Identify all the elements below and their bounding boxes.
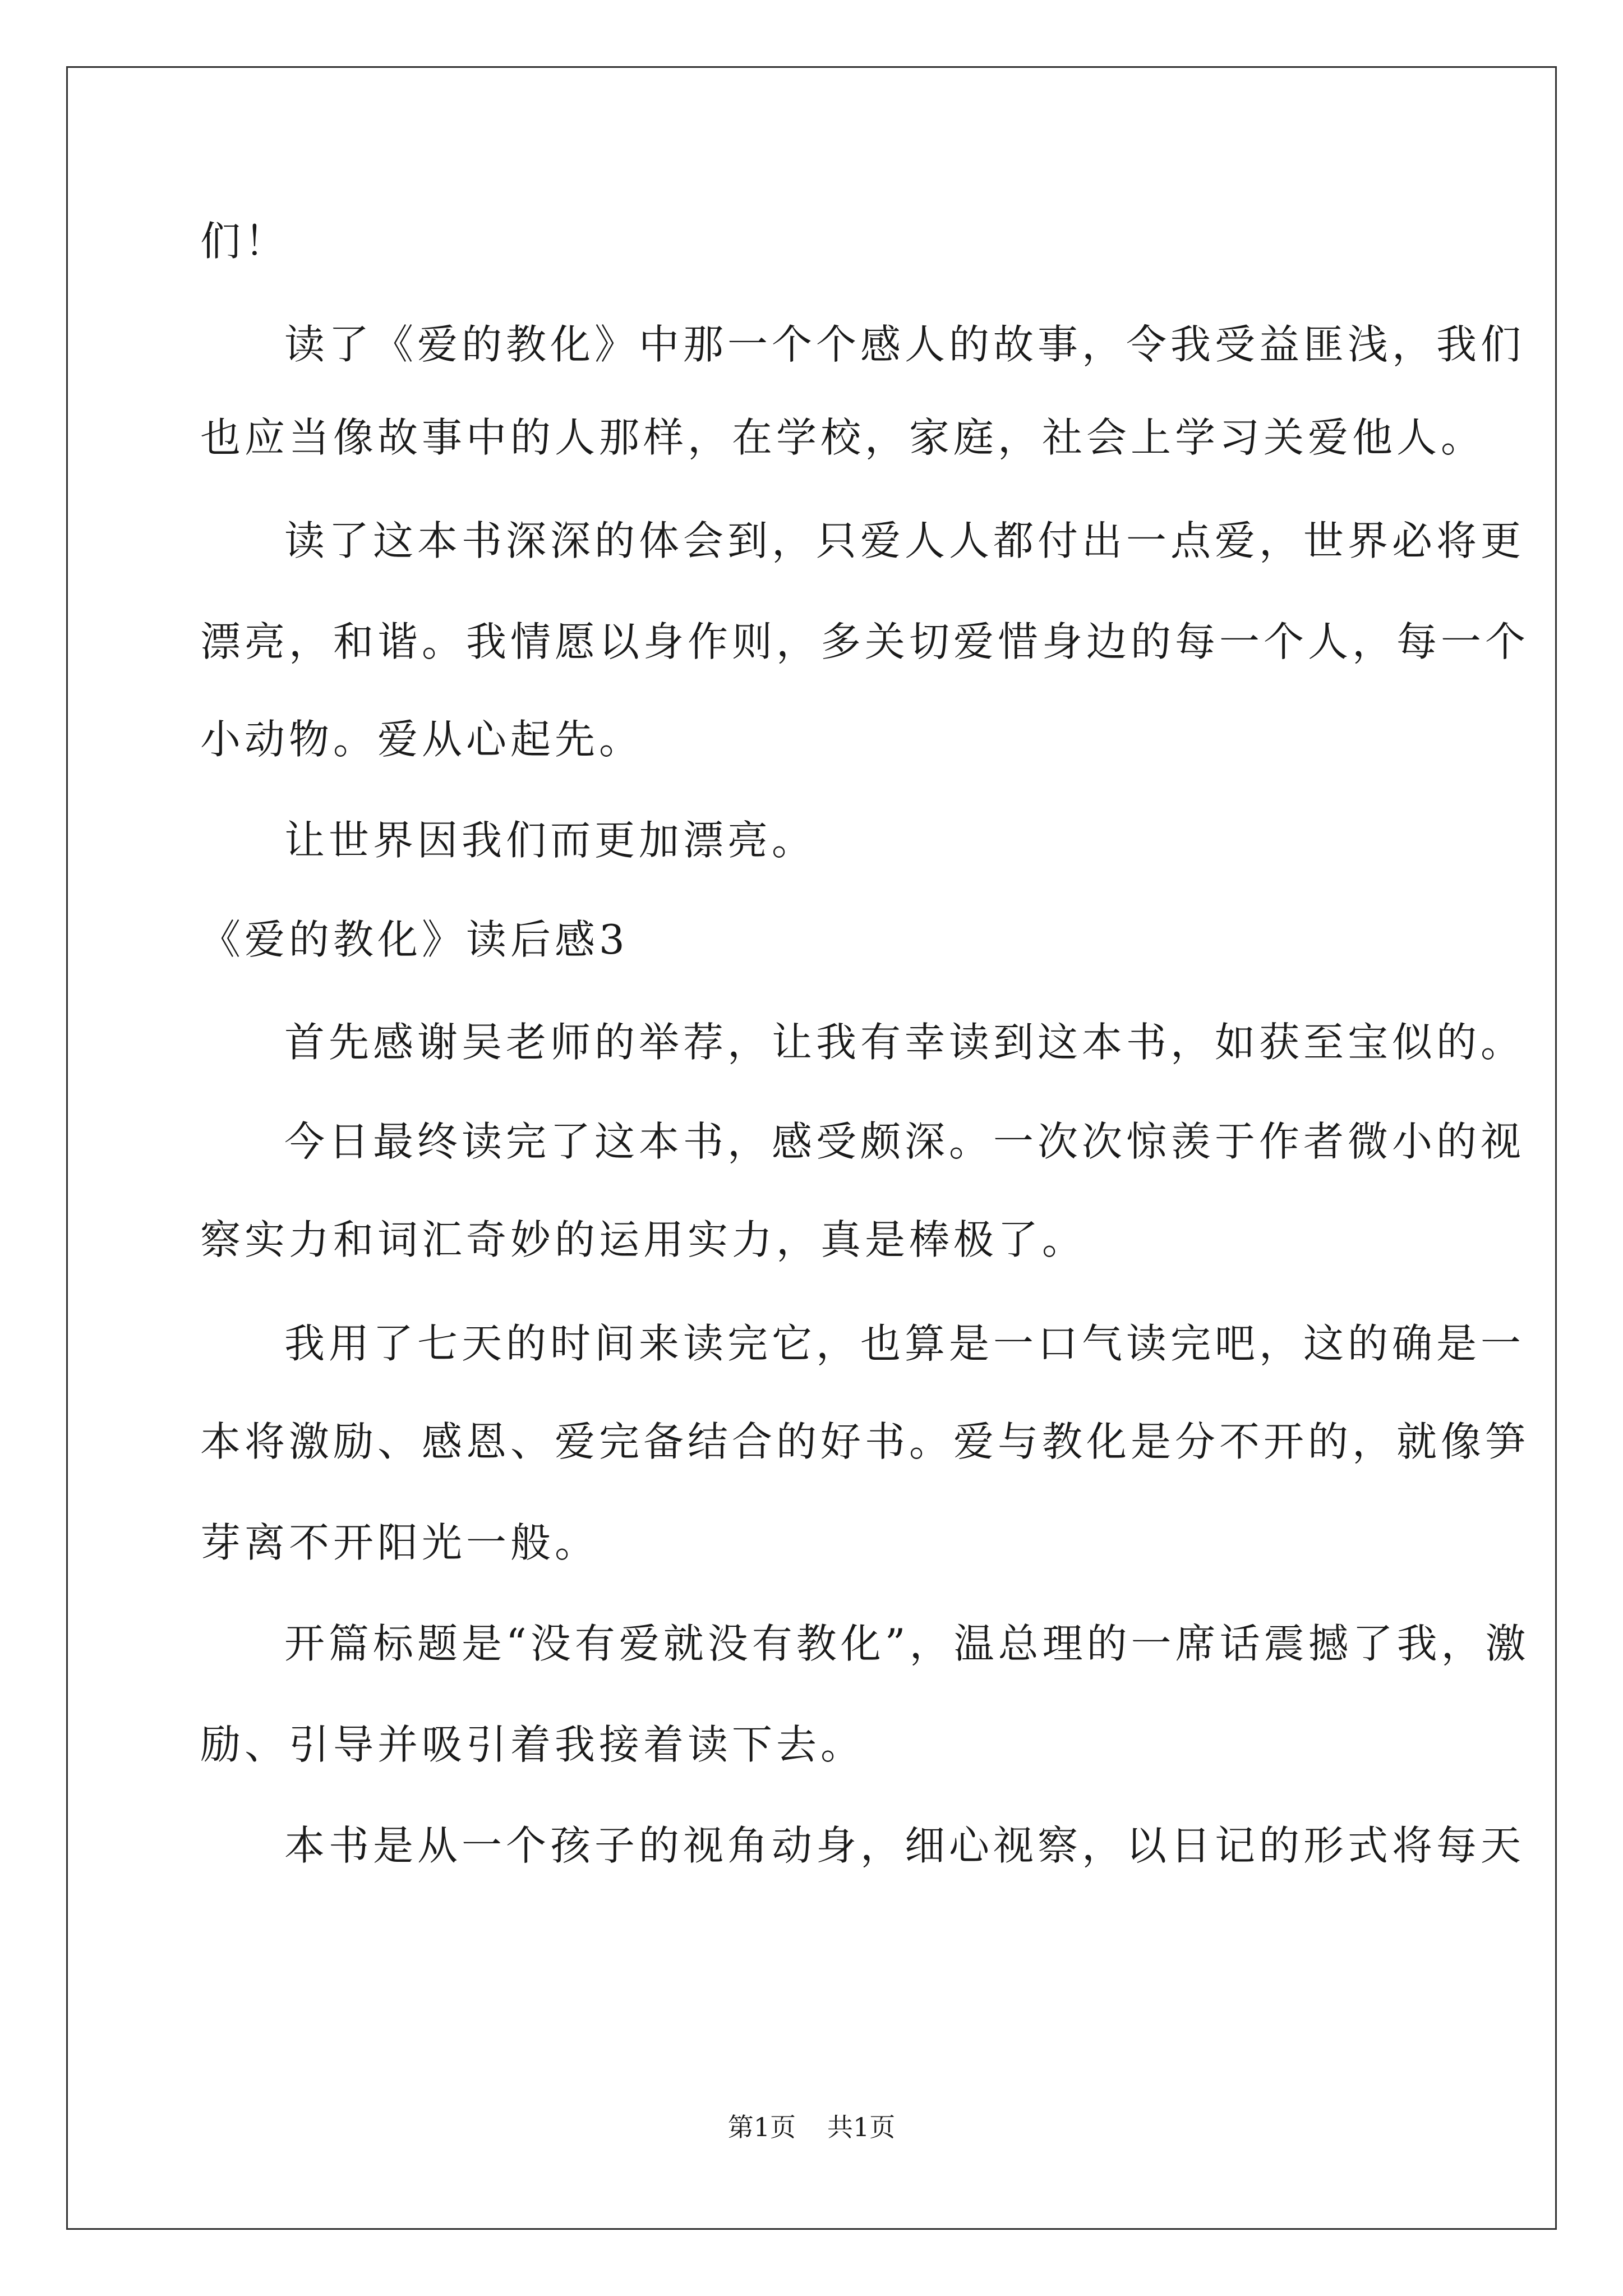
paragraph-line: 今日最终读完了这本书，感受颇深。一次次惊羡于作者微小的视: [284, 1118, 1525, 1165]
page-footer: [0, 2110, 1623, 2144]
text-line: 们！: [200, 218, 289, 265]
page-number: 第1页: [727, 2112, 796, 2142]
text-line: 励、引导并吸引着我接着读下去。: [200, 1721, 865, 1768]
paragraph-line: 本书是从一个孩子的视角动身，细心视察，以日记的形式将每天: [284, 1822, 1525, 1869]
paragraph-line: 读了《爱的教化》中那一个个感人的故事，令我受益匪浅，我们: [284, 321, 1525, 368]
text-line: 芽离不开阳光一般。: [200, 1519, 600, 1566]
text-line: 察实力和词汇奇妙的运用实力，真是棒极了。: [200, 1216, 1087, 1263]
text-line: 小动物。爱从心起先。: [200, 716, 644, 763]
paragraph-line: 首先感谢吴老师的举荐，让我有幸读到这本书，如获至宝似的。: [284, 1019, 1525, 1066]
paragraph-line: 我用了七天的时间来读完它，也算是一口气读完吧，这的确是一: [284, 1320, 1525, 1367]
paragraph-line: 读了这本书深深的体会到，只爱人人都付出一点爱，世界必将更: [284, 517, 1525, 564]
text-line: 本将激励、感恩、爱完备结合的好书。爱与教化是分不开的，就像笋: [200, 1418, 1530, 1465]
paragraph-line: 开篇标题是“没有爱就没有教化”，温总理的一席话震撼了我，激: [284, 1620, 1530, 1667]
paragraph-line: 让世界因我们而更加漂亮。: [284, 817, 817, 864]
page-total: 共1页: [827, 2112, 896, 2142]
text-line: 也应当像故事中的人那样，在学校，家庭，社会上学习关爱他人。: [200, 414, 1486, 461]
text-line: 漂亮，和谐。我情愿以身作则，多关切爱惜身边的每一个人，每一个: [200, 618, 1530, 665]
section-heading: 《爱的教化》读后感3: [200, 916, 629, 963]
